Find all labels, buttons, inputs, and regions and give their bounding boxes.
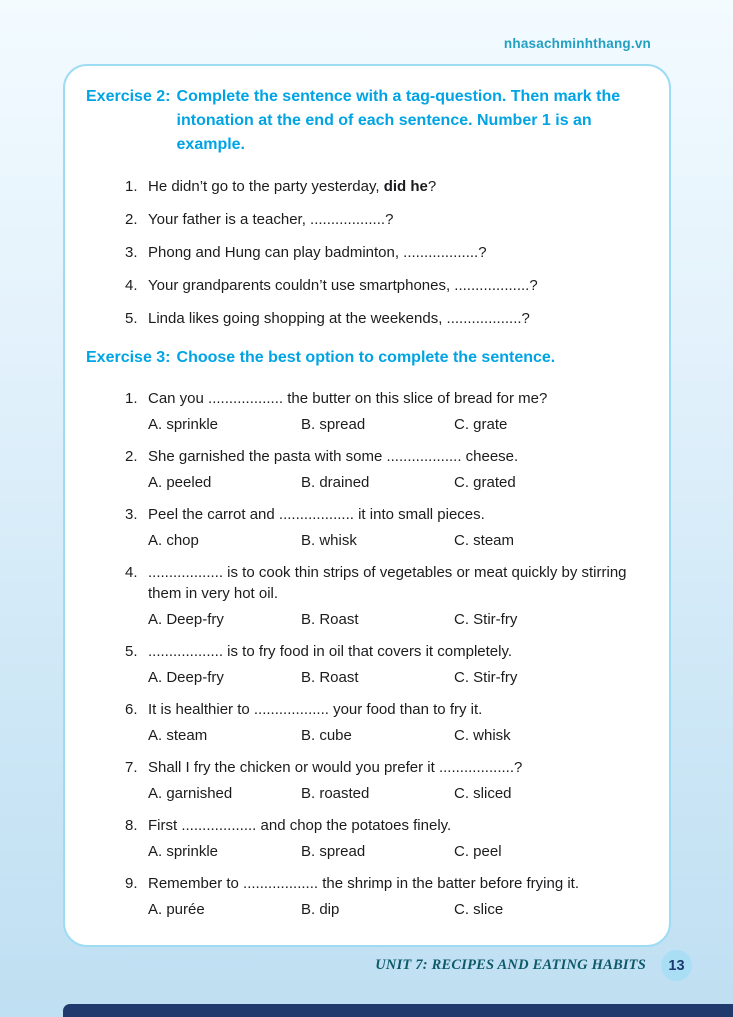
exercise3-heading bbox=[86, 346, 651, 370]
item-number: 2. bbox=[125, 448, 138, 465]
option-a: A. peeled bbox=[148, 474, 212, 491]
option-b: B. spread bbox=[301, 843, 366, 860]
exercise2-heading bbox=[86, 85, 651, 157]
item-number: 2. bbox=[125, 211, 138, 228]
question-text: .................. is to fry food in oil that covers it completely. bbox=[148, 643, 513, 660]
exercise2-list bbox=[125, 176, 651, 329]
question-item bbox=[125, 757, 651, 804]
list-item bbox=[125, 209, 651, 230]
question-item bbox=[125, 388, 651, 435]
option-a: A. sprinkle bbox=[148, 843, 219, 860]
item-number: 8. bbox=[125, 817, 138, 834]
tag-question-bold: did he bbox=[383, 178, 428, 195]
question-item bbox=[125, 873, 651, 920]
page-footer bbox=[375, 950, 692, 981]
question-text: First .................. and chop the potatoes finely. bbox=[148, 817, 452, 834]
question-row bbox=[125, 873, 651, 894]
option-a: A. Deep-fry bbox=[148, 611, 224, 628]
item-text bbox=[148, 176, 651, 197]
question-item bbox=[125, 815, 651, 862]
question-item bbox=[125, 446, 651, 493]
options-row bbox=[148, 783, 651, 804]
item-number: 6. bbox=[125, 701, 138, 718]
item-text: Linda likes going shopping at the weekends, ..................? bbox=[148, 310, 530, 327]
options-row bbox=[148, 472, 651, 493]
options-row bbox=[148, 725, 651, 746]
option-b: B. cube bbox=[301, 727, 352, 744]
question-text: Peel the carrot and .................. it into small pieces. bbox=[148, 506, 485, 523]
question-row bbox=[125, 757, 651, 778]
item-number: 1. bbox=[125, 178, 138, 195]
option-c: C. slice bbox=[454, 901, 504, 918]
question-text: Shall I fry the chicken or would you prefer it ..................? bbox=[148, 759, 523, 776]
option-c: C. grated bbox=[454, 474, 516, 491]
bottom-bar bbox=[63, 1004, 733, 1017]
option-b: B. Roast bbox=[301, 669, 359, 686]
list-item bbox=[125, 176, 651, 197]
content-card bbox=[63, 64, 671, 947]
option-a: A. Deep-fry bbox=[148, 669, 224, 686]
question-row bbox=[125, 641, 651, 662]
question-row bbox=[125, 388, 651, 409]
question-row bbox=[125, 504, 651, 525]
item-text: Phong and Hung can play badminton, ..................? bbox=[148, 244, 487, 261]
item-text: Your grandparents couldn’t use smartphones, ..................? bbox=[148, 277, 538, 294]
question-row bbox=[125, 699, 651, 720]
item-number: 5. bbox=[125, 310, 138, 327]
question-row bbox=[125, 815, 651, 836]
item-number: 3. bbox=[125, 506, 138, 523]
option-a: A. purée bbox=[148, 901, 205, 918]
question-text: She garnished the pasta with some .................. cheese. bbox=[148, 448, 519, 465]
option-c: C. Stir-fry bbox=[454, 669, 518, 686]
question-item bbox=[125, 504, 651, 551]
item-number: 3. bbox=[125, 244, 138, 261]
option-b: B. whisk bbox=[301, 532, 357, 549]
question-text: It is healthier to .................. your food than to fry it. bbox=[148, 701, 483, 718]
options-row bbox=[148, 530, 651, 551]
option-c: C. steam bbox=[454, 532, 515, 549]
option-a: A. sprinkle bbox=[148, 416, 219, 433]
exercise2-title: Complete the sentence with a tag-question. Then mark the intonation at the end of each sentence. Number 1 is an example. bbox=[176, 88, 621, 153]
question-item bbox=[125, 699, 651, 746]
page-number-badge: 13 bbox=[661, 950, 692, 981]
option-a: A. garnished bbox=[148, 785, 233, 802]
question-text: Can you .................. the butter on this slice of bread for me? bbox=[148, 390, 548, 407]
item-number: 7. bbox=[125, 759, 138, 776]
options-row bbox=[148, 667, 651, 688]
exercise3-label: Exercise 3: bbox=[86, 349, 171, 366]
question-item bbox=[125, 641, 651, 688]
exercise2-label: Exercise 2: bbox=[86, 88, 171, 105]
watermark-text: nhasachminhthang.vn bbox=[503, 36, 651, 51]
list-item bbox=[125, 308, 651, 329]
item-number: 9. bbox=[125, 875, 138, 892]
option-c: C. sliced bbox=[454, 785, 512, 802]
item-number: 1. bbox=[125, 390, 138, 407]
question-text: .................. is to cook thin strips of vegetables or meat quickly by stirring them in very hot oil. bbox=[148, 564, 627, 602]
question-row bbox=[125, 562, 651, 604]
unit-title: UNIT 7: RECIPES AND EATING HABITS bbox=[375, 957, 646, 973]
options-row bbox=[148, 414, 651, 435]
item-text: Your father is a teacher, ..................? bbox=[148, 211, 394, 228]
option-b: B. roasted bbox=[301, 785, 370, 802]
option-c: C. Stir-fry bbox=[454, 611, 518, 628]
option-c: C. grate bbox=[454, 416, 508, 433]
options-row bbox=[148, 609, 651, 630]
item-text-post: ? bbox=[427, 178, 437, 195]
question-row bbox=[125, 446, 651, 467]
question-text: Remember to .................. the shrimp in the batter before frying it. bbox=[148, 875, 580, 892]
options-row bbox=[148, 899, 651, 920]
item-text-pre: He didn’t go to the party yesterday, bbox=[148, 178, 384, 195]
option-b: B. dip bbox=[301, 901, 340, 918]
options-row bbox=[148, 841, 651, 862]
exercise3-list bbox=[125, 388, 651, 920]
option-a: A. chop bbox=[148, 532, 199, 549]
option-c: C. whisk bbox=[454, 727, 511, 744]
list-item bbox=[125, 242, 651, 263]
list-item bbox=[125, 275, 651, 296]
option-b: B. Roast bbox=[301, 611, 359, 628]
question-item bbox=[125, 562, 651, 630]
item-number: 4. bbox=[125, 277, 138, 294]
option-a: A. steam bbox=[148, 727, 208, 744]
option-c: C. peel bbox=[454, 843, 502, 860]
item-number: 4. bbox=[125, 564, 138, 581]
item-number: 5. bbox=[125, 643, 138, 660]
option-b: B. drained bbox=[301, 474, 370, 491]
exercise3-title: Choose the best option to complete the sentence. bbox=[176, 349, 556, 366]
option-b: B. spread bbox=[301, 416, 366, 433]
